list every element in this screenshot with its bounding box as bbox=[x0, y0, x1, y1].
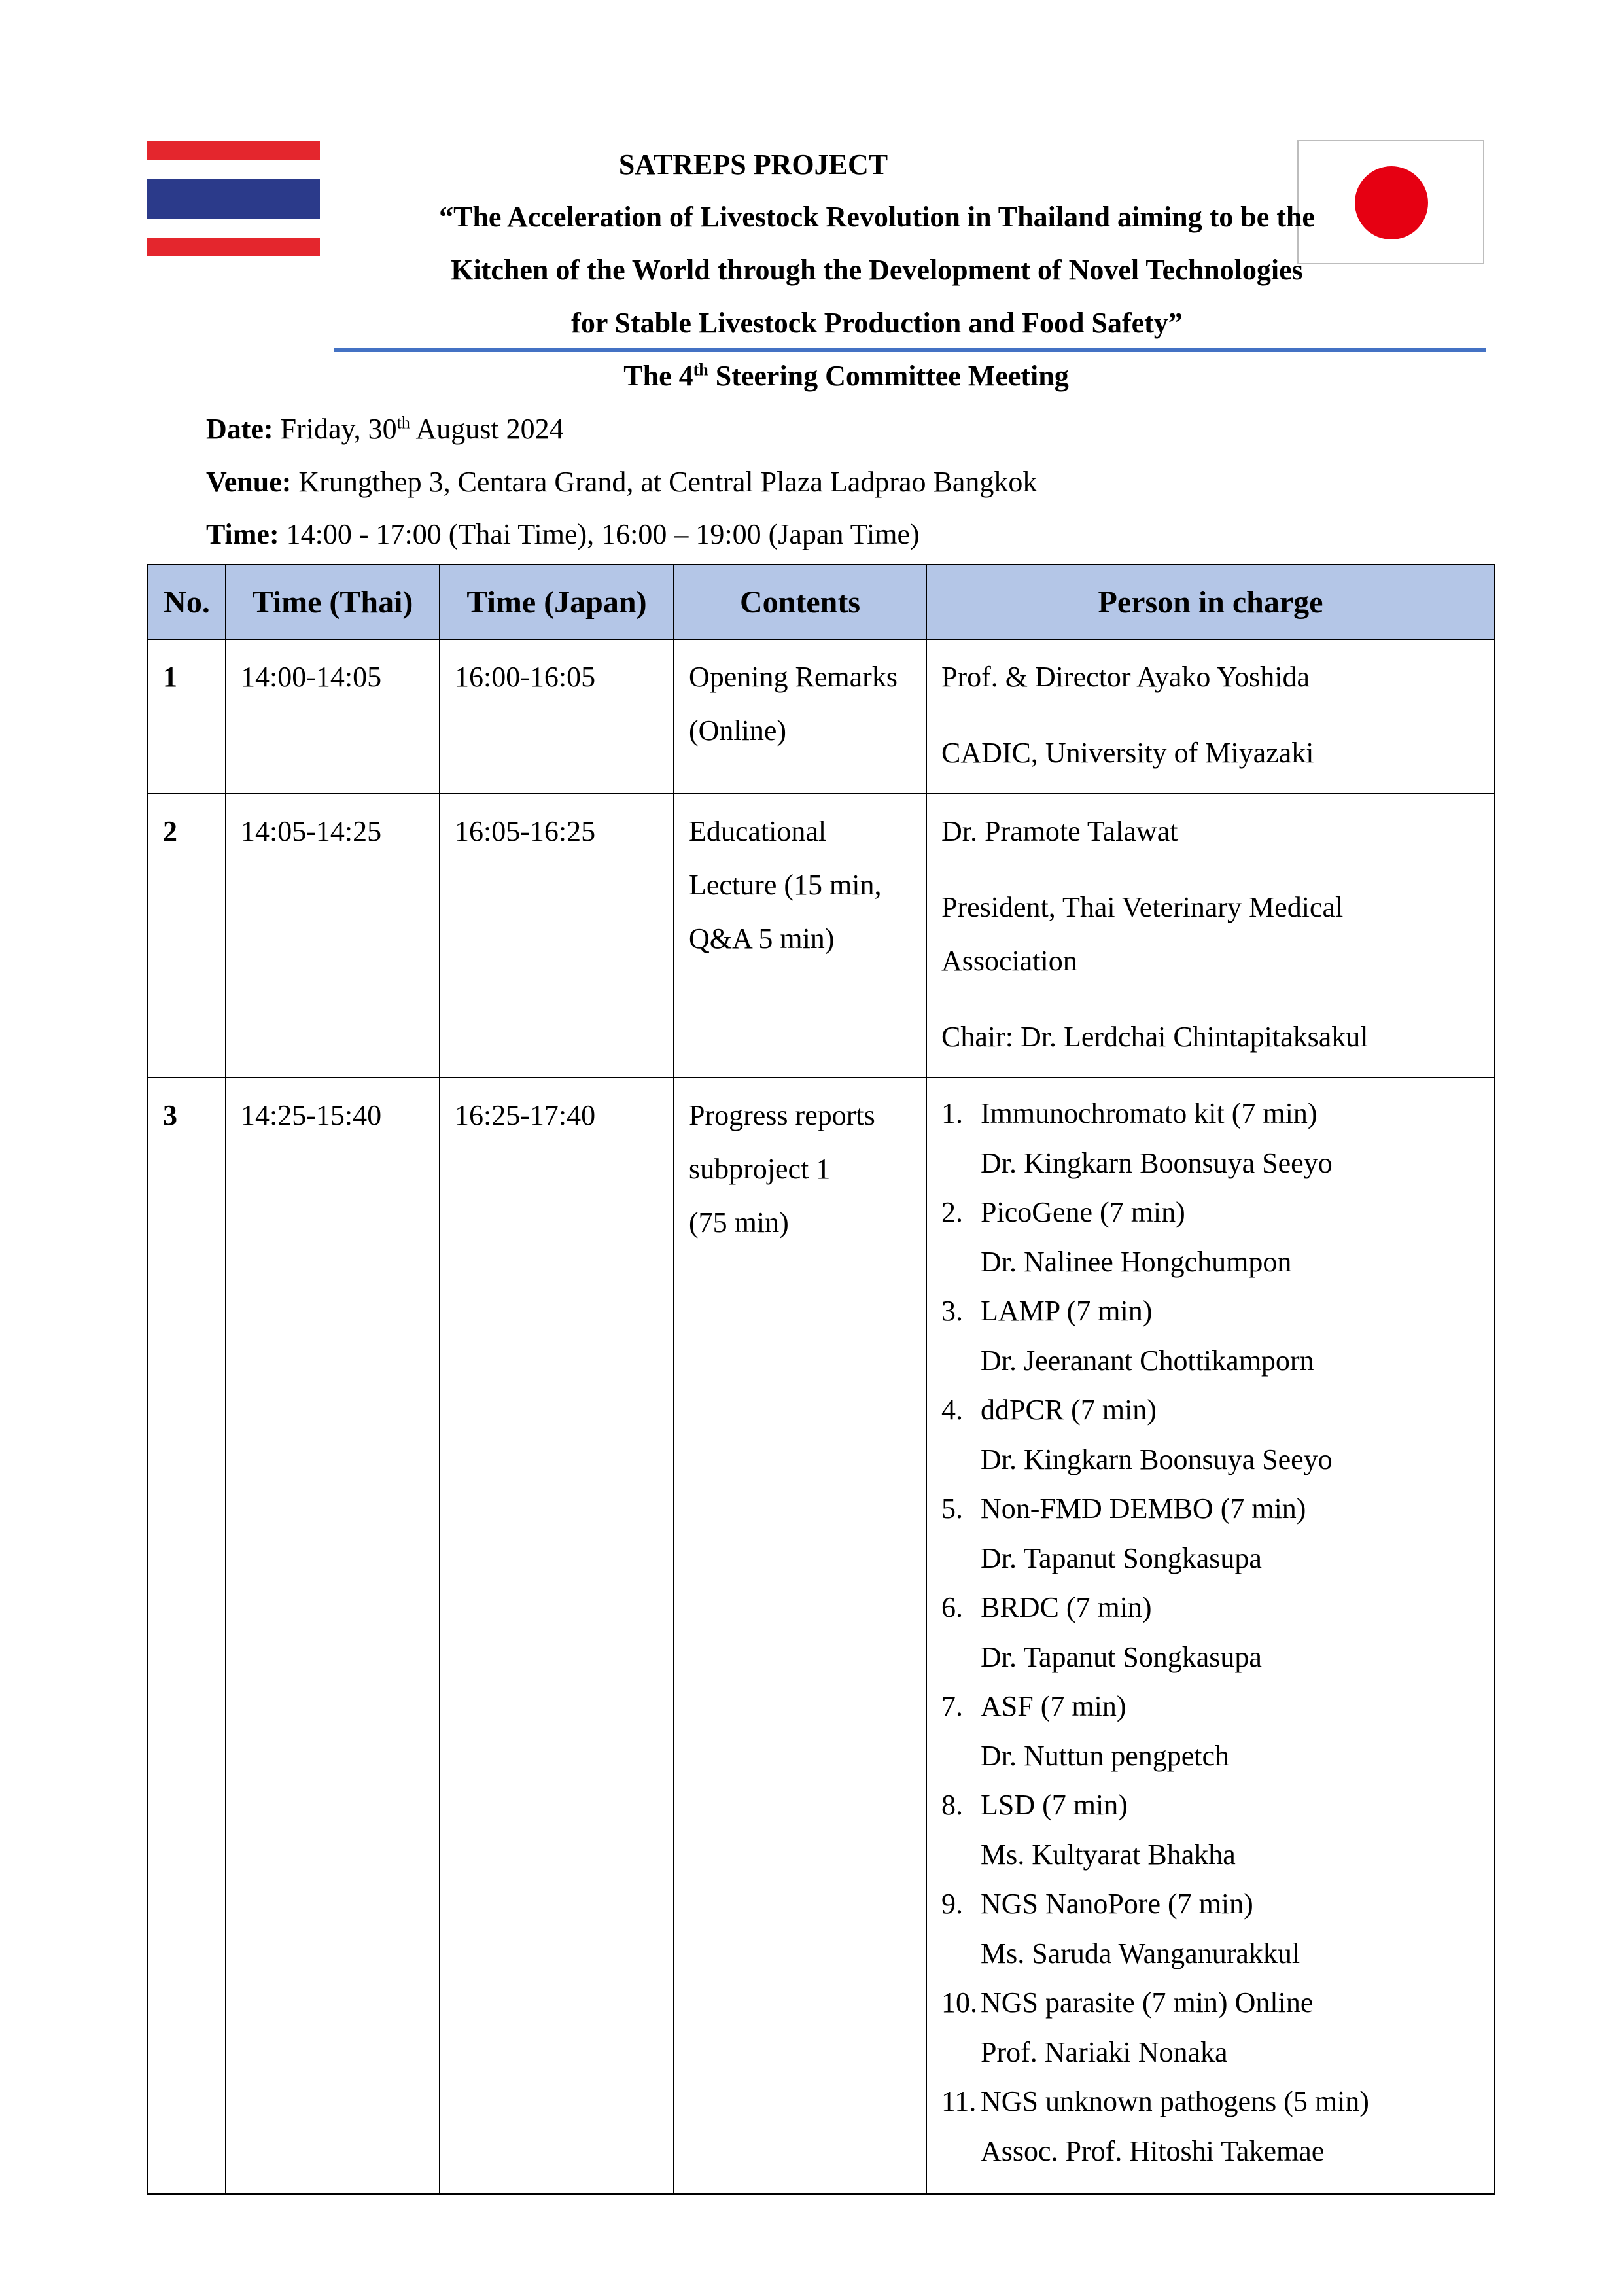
col-header-no: No. bbox=[148, 565, 226, 639]
meeting-title: The 4th Steering Committee Meeting bbox=[623, 360, 1069, 392]
list-item: 4. ddPCR (7 min) Dr. Kingkarn Boonsuya Seeyo bbox=[941, 1394, 1333, 1475]
col-header-person: Person in charge bbox=[926, 565, 1495, 639]
col-header-contents: Contents bbox=[674, 565, 926, 639]
table-header-row bbox=[148, 565, 1495, 639]
list-item: 3. LAMP (7 min) Dr. Jeeranant Chottikamporn bbox=[941, 1295, 1314, 1377]
list-item: 2. PicoGene (7 min) Dr. Nalinee Hongchumpon bbox=[941, 1196, 1292, 1278]
table-row bbox=[148, 794, 1495, 1078]
presentation-list bbox=[941, 1089, 1480, 2176]
person-name: Dr. Pramote Talawat bbox=[941, 815, 1178, 847]
list-item: 9. NGS NanoPore (7 min) Ms. Saruda Wanganurakkul bbox=[941, 1888, 1300, 1969]
list-item: 1. Immunochromato kit (7 min) Dr. Kingkarn Boonsuya Seeyo bbox=[941, 1097, 1333, 1179]
person-affiliation: CADIC, University of Miyazaki bbox=[941, 737, 1314, 769]
row-person bbox=[926, 794, 1495, 1078]
project-title-line-3: for Stable Livestock Production and Food Safety” bbox=[571, 307, 1183, 339]
col-header-time-thai: Time (Thai) bbox=[226, 565, 440, 639]
project-name: SATREPS PROJECT bbox=[618, 149, 888, 181]
meeting-time: Time: 14:00 - 17:00 (Thai Time), 16:00 – 19:00 (Japan Time) bbox=[206, 518, 920, 550]
row-person bbox=[926, 1078, 1495, 2194]
row-contents: Educational Lecture (15 min, Q&A 5 min) bbox=[674, 794, 926, 1078]
list-item: 10. NGS parasite (7 min) Online Prof. Nariaki Nonaka bbox=[941, 1987, 1314, 2068]
row-person bbox=[926, 639, 1495, 794]
row-no: 2 bbox=[148, 794, 226, 1078]
row-no: 3 bbox=[148, 1078, 226, 2194]
row-contents: Opening Remarks (Online) bbox=[674, 639, 926, 794]
session-chair: Chair: Dr. Lerdchai Chintapitaksakul bbox=[941, 1021, 1369, 1053]
list-item: 6. BRDC (7 min) Dr. Tapanut Songkasupa bbox=[941, 1591, 1262, 1673]
person-affiliation: President, Thai Veterinary Medical Association bbox=[941, 891, 1344, 977]
row-time-thai: 14:05-14:25 bbox=[226, 794, 440, 1078]
project-title-line-2: Kitchen of the World through the Development of Novel Technologies bbox=[451, 254, 1303, 286]
person-name: Prof. & Director Ayako Yoshida bbox=[941, 661, 1310, 693]
project-title-line-1: “The Acceleration of Livestock Revolution in Thailand aiming to be the bbox=[439, 201, 1315, 233]
list-item: 8. LSD (7 min) Ms. Kultyarat Bhakha bbox=[941, 1789, 1236, 1871]
row-time-japan: 16:00-16:05 bbox=[440, 639, 674, 794]
list-item: 5. Non-FMD DEMBO (7 min) Dr. Tapanut Songkasupa bbox=[941, 1492, 1306, 1574]
header-divider bbox=[334, 348, 1486, 352]
table-row bbox=[148, 1078, 1495, 2194]
row-time-thai: 14:25-15:40 bbox=[226, 1078, 440, 2194]
meeting-date: Date: Friday, 30th August 2024 bbox=[206, 413, 564, 445]
agenda-table bbox=[147, 564, 1495, 2195]
col-header-time-japan: Time (Japan) bbox=[440, 565, 674, 639]
table-row bbox=[148, 639, 1495, 794]
row-time-japan: 16:05-16:25 bbox=[440, 794, 674, 1078]
row-time-japan: 16:25-17:40 bbox=[440, 1078, 674, 2194]
row-time-thai: 14:00-14:05 bbox=[226, 639, 440, 794]
row-contents: Progress reports subproject 1 (75 min) bbox=[674, 1078, 926, 2194]
row-no: 1 bbox=[148, 639, 226, 794]
list-item: 7. ASF (7 min) Dr. Nuttun pengpetch bbox=[941, 1690, 1230, 1772]
meeting-venue: Venue: Krungthep 3, Centara Grand, at Central Plaza Ladprao Bangkok bbox=[206, 466, 1038, 498]
list-item: 11. NGS unknown pathogens (5 min) Assoc. Prof. Hitoshi Takemae bbox=[941, 2085, 1369, 2167]
